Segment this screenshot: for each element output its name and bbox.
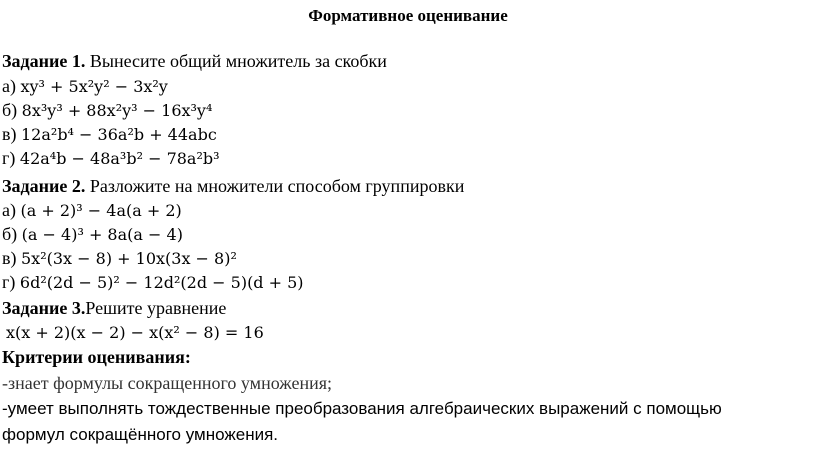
item-prefix: в) [2, 124, 21, 144]
criteria-item-1: -знает формулы сокращенного умножения; [2, 373, 332, 393]
task2-label: Задание 2. [2, 176, 86, 196]
task1-item-c [2, 123, 217, 146]
criteria-item-2-text: формул сокращённого умножения [2, 425, 274, 444]
math-expression: 12a²b⁴ − 36a²b + 44abc [21, 125, 217, 144]
criteria-item-2-line-2 [2, 424, 278, 446]
math-expression: 42a⁴b − 48a³b² − 78a²b³ [19, 149, 220, 168]
task2-item-a [2, 199, 182, 222]
task3-label: Задание 3. [2, 298, 86, 318]
task1-item-d [2, 147, 220, 170]
task3-text: Решите уравнение [85, 298, 227, 318]
task3-equation [6, 321, 264, 344]
task1-item-b [2, 99, 212, 122]
task2-item-b [2, 223, 183, 246]
task1-heading [2, 50, 387, 72]
math-expression: (a + 2)³ − 4a(a + 2) [20, 201, 182, 220]
page-title: Формативное оценивание [308, 6, 508, 25]
item-prefix: б) [2, 100, 22, 120]
item-prefix: г) [2, 148, 20, 168]
math-expression: 5x²(3x − 8) + 10x(3x − 8)² [21, 249, 237, 268]
task1-label: Задание 1. [2, 51, 86, 71]
item-prefix: а) [2, 200, 21, 220]
task2-item-d [2, 271, 304, 294]
task2-item-c [2, 247, 237, 270]
item-prefix: г) [2, 272, 20, 292]
math-expression: 6d²(2d − 5)² − 12d²(2d − 5)(d + 5) [19, 273, 304, 292]
task1-text: Вынесите общий множитель за скобки [85, 51, 387, 71]
item-prefix: б) [2, 224, 22, 244]
math-expression: (a − 4)³ + 8a(a − 4) [21, 225, 183, 244]
item-prefix: в) [2, 248, 21, 268]
task3-heading [2, 297, 226, 319]
task2-heading [2, 175, 464, 197]
task2-text: Разложите на множители способом группировки [85, 176, 465, 196]
criteria-heading: Критерии оценивания: [2, 347, 191, 367]
math-expression: xy³ + 5x²y² − 3x²y [20, 77, 168, 96]
criteria-item-2-line-1: -умеет выполнять тождественные преобразования алгебраических выражений с помощью [2, 399, 722, 418]
criteria-item-2-period: . [273, 425, 279, 444]
item-prefix: а) [2, 76, 21, 96]
math-expression: x(x + 2)(x − 2) − x(x² − 8) = 16 [6, 323, 264, 342]
task1-item-a [2, 75, 168, 98]
math-expression: 8x³y³ + 88x²y³ − 16x³y⁴ [21, 101, 213, 120]
